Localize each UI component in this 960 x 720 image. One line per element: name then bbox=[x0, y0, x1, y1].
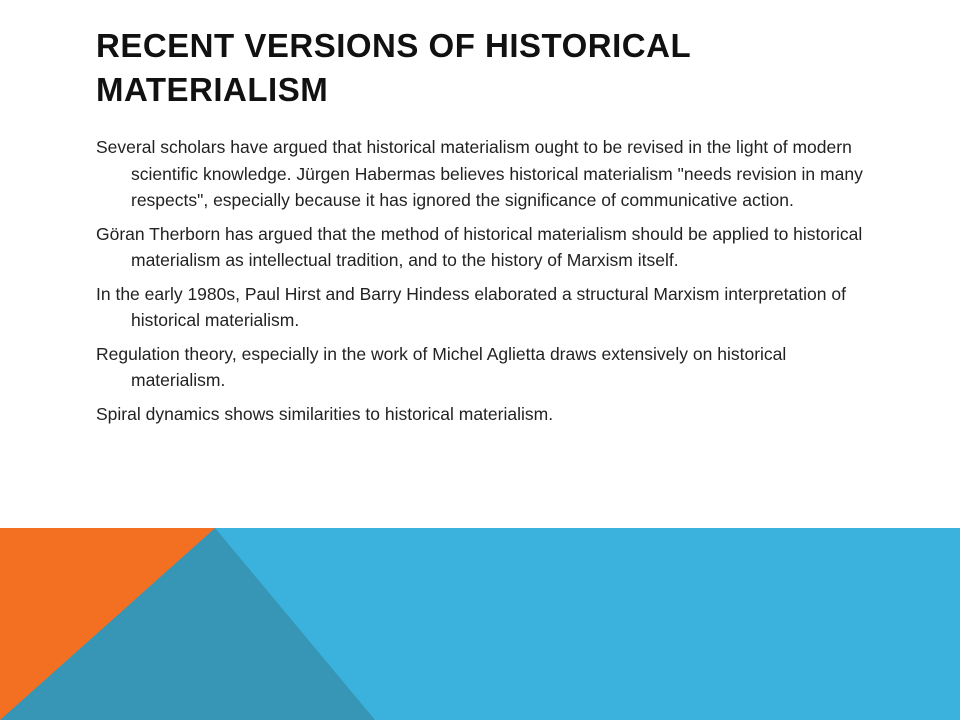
paragraph-spiral-dynamics: Spiral dynamics shows similarities to historical materialism. bbox=[96, 403, 554, 424]
paragraph-habermas: Several scholars have argued that historical materialism ought to be revised in the light of modern scientific knowledge. Jürgen Habermas believes historical materialism "needs revision in many respects", especially because it has ignored the significance of communicative action. bbox=[96, 137, 863, 210]
paragraph-regulation-theory: Regulation theory, especially in the work of Michel Aglietta draws extensively on historical materialism. bbox=[96, 343, 787, 390]
slide-body bbox=[96, 134, 866, 434]
paragraph-hirst-hindess: In the early 1980s, Paul Hirst and Barry Hindess elaborated a structural Marxism interpretation of historical materialism. bbox=[96, 283, 846, 330]
slide-title: RECENT VERSIONS OF HISTORICAL MATERIALISM bbox=[96, 27, 691, 108]
paragraph-therborn: Göran Therborn has argued that the method of historical materialism should be applied to historical materialism as intellectual tradition, and to the history of Marxism itself. bbox=[96, 223, 863, 270]
decorative-banner bbox=[0, 528, 960, 720]
